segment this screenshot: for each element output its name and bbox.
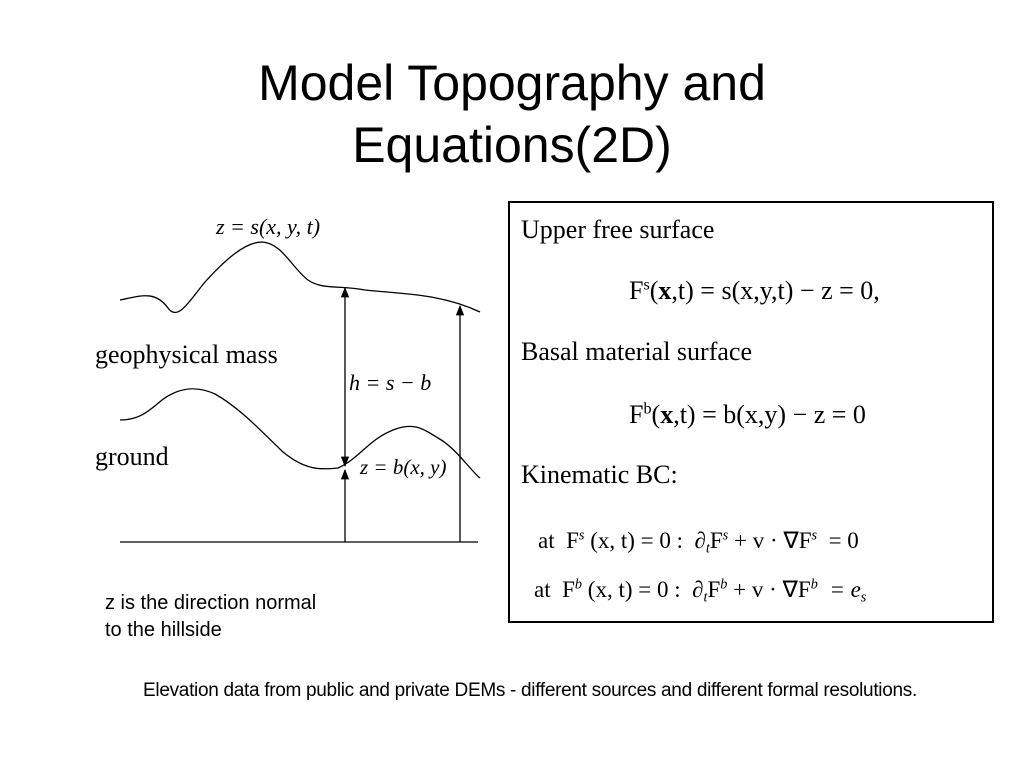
title-line-2: Equations(2D) [352, 117, 672, 173]
base-equation: z = b(x, y) [360, 455, 447, 479]
upper-eq-f: F [629, 276, 644, 305]
note-line-2: to the hillside [105, 619, 222, 641]
basal-eq-paren: ( [651, 400, 661, 429]
note-line-1: z is the direction normal [105, 592, 317, 614]
bc2-plus: + v · ∇F [733, 577, 811, 602]
bc1-deriv-sub: t [705, 540, 710, 557]
bc1-plus: + v · ∇F [733, 528, 812, 553]
bc-equation-surface [538, 527, 859, 557]
basal-heading: Basal material surface [521, 337, 752, 366]
bc2-f2: F [707, 577, 721, 602]
bc2-sup: b [574, 576, 583, 593]
bc2-sup2: b [720, 576, 728, 593]
bc2-rhs: = e [829, 577, 861, 602]
footer-caption: Elevation data from public and private DEMs - different sources and different formal resolutions. [143, 680, 917, 701]
bc1-f2: F [709, 528, 723, 553]
mass-label: geophysical mass [95, 340, 278, 369]
title-line-1: Model Topography and [258, 55, 766, 111]
basal-eq-sup: b [643, 400, 652, 418]
basal-eq-x: x [660, 400, 674, 429]
ground-label: ground [95, 442, 169, 471]
bc1-sup3: s [811, 527, 818, 544]
bc2-deriv: ∂ [692, 577, 704, 602]
bc2-args: (x, t) = 0 : [587, 577, 681, 602]
bc1-at: at [538, 528, 555, 553]
upper-eq-rest: ,t) = s(x,y,t) − z = 0, [671, 276, 880, 305]
bc1-sup: s [578, 527, 585, 544]
bc1-sup2: s [722, 527, 729, 544]
upper-equation [629, 276, 880, 306]
bc2-f: F [562, 577, 575, 602]
upper-eq-sup: s [643, 276, 650, 294]
surface-equation: z = s(x, y, t) [216, 214, 321, 239]
free-surface-curve [120, 242, 480, 312]
bc1-f: F [566, 528, 579, 553]
basal-equation [629, 400, 866, 430]
bc2-at: at [534, 577, 551, 602]
direction-note [105, 590, 316, 644]
bc1-args: (x, t) = 0 : [590, 528, 684, 553]
basal-eq-f: F [629, 400, 644, 429]
bc-equation-basal [534, 576, 867, 606]
bc2-sup3: b [810, 576, 818, 593]
upper-heading: Upper free surface [521, 215, 715, 244]
thickness-equation: h = s − b [349, 370, 432, 395]
bc1-rhs: = 0 [828, 528, 859, 553]
bc2-deriv-sub: t [703, 589, 708, 606]
upper-eq-x: x [658, 276, 672, 305]
bc2-rhs-sub: s [860, 589, 867, 606]
upper-eq-paren: ( [649, 276, 659, 305]
basal-eq-rest: ,t) = b(x,y) − z = 0 [673, 400, 866, 429]
kinematic-heading: Kinematic BC: [521, 460, 678, 489]
equations-box [508, 201, 994, 623]
bc1-deriv: ∂ [694, 528, 706, 553]
